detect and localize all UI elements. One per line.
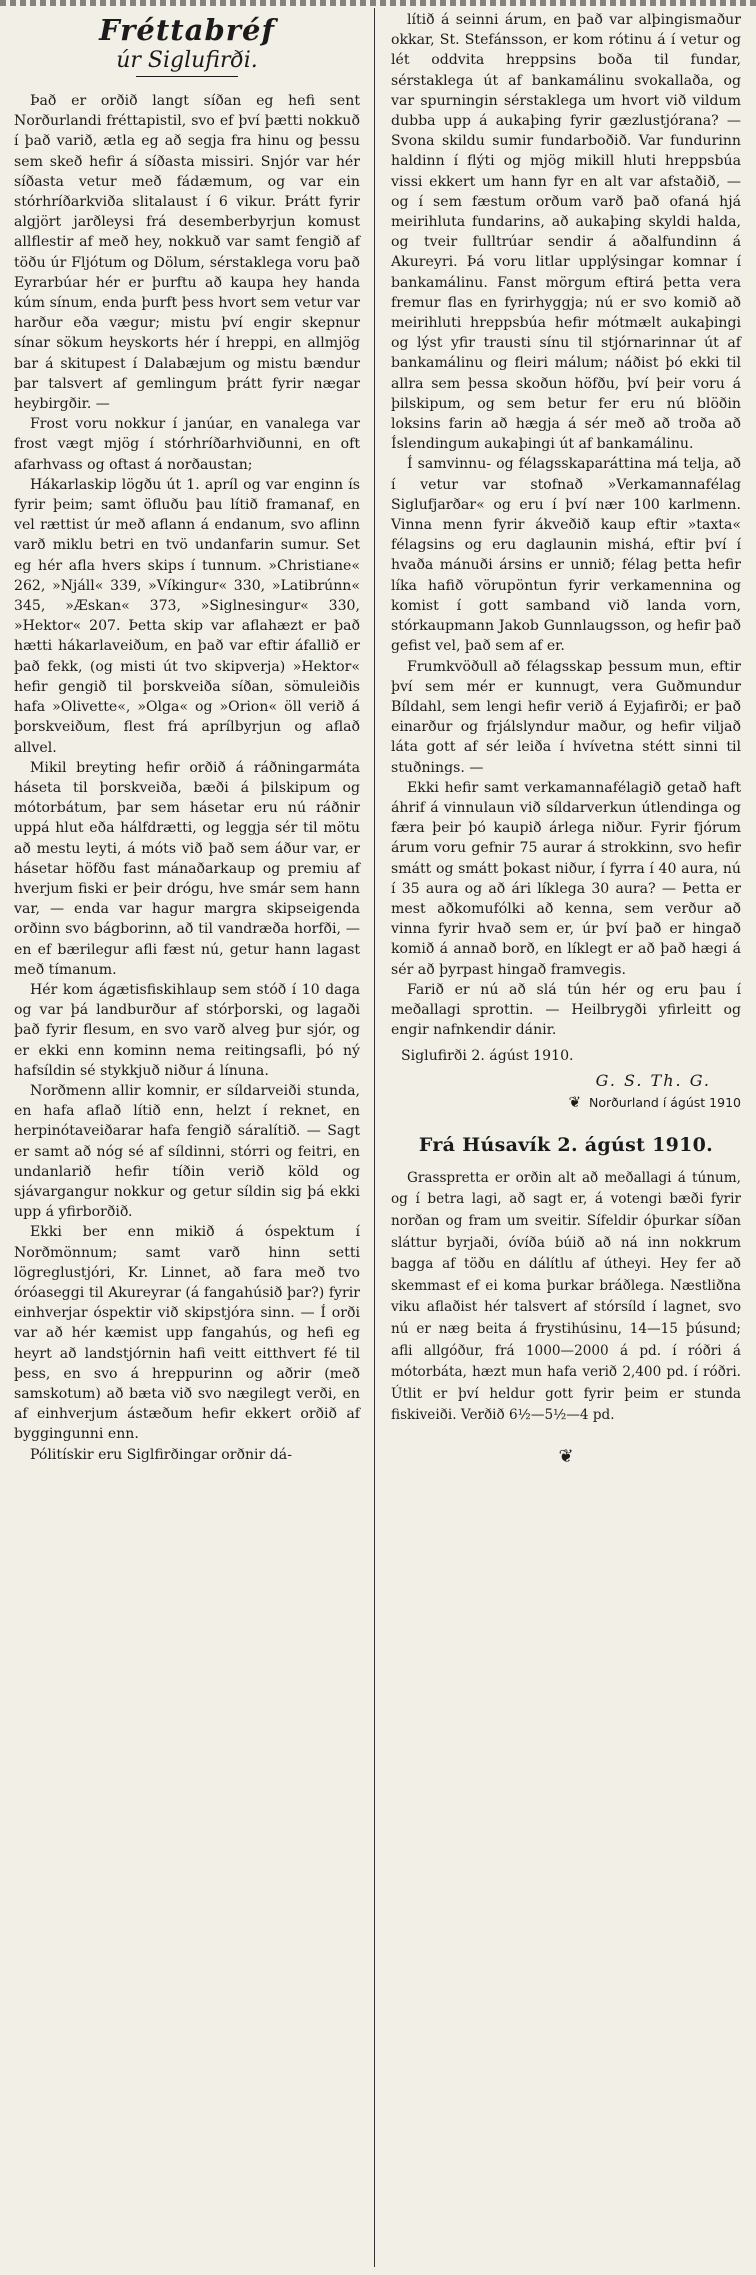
paragraph: Farið er nú að slá tún hér og eru þau í meðallagi sprottin. — Heilbrygði yfirleitt og engir nafnkendir dánir. [391,981,741,1039]
paragraph: Pólitískir eru Siglfirðingar orðnir dá- [30,1446,292,1463]
paragraph: Ekki ber enn mikið á óspektum í Norðmönnum; samt varð hinn setti lögreglustjóri, Kr. Linnet, að fara með tvo óróaseggi til Akureyrar (á fangahúsið þar?) fyrir einhverjar óspektir við skipstjóra sinn. — Í orði var að hér kæmist upp fangahús, og hefi eg heyrt að landstjórnin hafi veitt eitthvert fé til þess, en svo á hreppurinn og aðrir (með samskotum) að bæta við svo nægilegt verði, en af einhverjum ástæðum hefir ekkert orðið af byggingunni enn. [14,1224,360,1443]
paragraph: Frost voru nokkur í janúar, en vanalega var frost vægt mjög í stórhríðarhviðunni, en oft afarhvass og oftast á norðaustan; [14,416,360,473]
top-border [0,0,756,6]
paragraph: Norðmenn allir komnir, er síldarveiði stunda, en hafa aflað lítið enn, helzt í reknet, en herpinótaveiðarar hafa fengið sáralítið. — Sagt er samt að nóg sé af síldinni, stórri og feitri, en undanlarið hefir tíðin verið köld og sjávargangur nokkur og getur síldin sig þá ekki upp á yfirborðið. [14,1082,360,1221]
paragraph: Grasspretta er orðin alt að meðallagi á túnum, og í betra lagi, að sagt er, á votengi bæði fyrir norðan og fram um sveitir. Sífeldir óþurkar síðan sláttur byrjaði, óvíða búið að ná inn nokkrum bagga af töðu en dálítlu af útheyi. Hey fer að skemmast ef ei koma þurkar bráðlega. Næstliðna viku aflaðist hér talsvert af stórsíld í lagnet, svo nú er næg beita á frystihúsinu, 14—15 þúsund; afli allgóður, frá 1000—2000 á pd. í róðri á mótorbáta, hæzt mun hafa verið 2,400 pd. í róðri. Útlit er því heldur gott fyrir þeim er stunda fiskiveiði. Verðið 6½—5½—4 pd. [391,1169,741,1424]
paragraph: Það er orðið langt síðan eg hefi sent Norðurlandi fréttapistil, svo ef því þætti nokkuð í það varið, ætla eg að segja fra hinu og þessu sem skeð hefir á síðasta missiri. Snjór var hér síðasta vetur með fádæmum, og var ein stórhríðarkviða slitalaust í 6 vikur. Þrátt fyrir algjört jarðleysi frá desemberbyrjun komust allflestir af með hey, nokkuð var samt fengið af töðu úr Fljótum og Dölum, sérstaklega voru það Eyrarbúar hér er þurftu að kaupa hey handa kúm sínum, enda þurft þess hvort sem vetur var harður eða vægur; mistu því engir skepnur sínar sökum heyskorts hér í hreppi, en allmjög bar á skitupest í Dalabæjum og mistu bændur þar talsvert af gemlingum þrátt fyrir nægar heybirgðir. — [14,93,360,413]
paragraph: Ekki hefir samt verkamannafélagið getað haft áhrif á vinnulaun við síldarverkun útlendinga og færa þeir þó kaupið árlega niður. Fyrir fjórum árum voru gefnir 75 aurar á strokkinn, svo hefir smátt og smátt þokast niður, í fyrra í 40 aura, nú í 35 aura og að ári líklega 30 aura? — Þetta er mest aðkomufólki að kenna, sem verður að vinna fyrir hvað sem er, úr því það er hingað komið á annað borð, en líklegt er að það hægi á sér að þyrpast hingað framvegis. [391,779,741,978]
paragraph: Hákarlaskip lögðu út 1. apríl og var enginn ís fyrir þeim; samt öfluðu þau lítið framanaf, en vel rættist úr með aflann á endanum, svo aflinn varð miklu betri en tvö undanfarin sumur. Set eg hér afla hvers skips í tunnum. »Christiane« 262, »Njáll« 339, »Víkingur« 330, »Latibrúnn« 345, »Æskan« 373, »Siglnesingur« 330, »Hektor« 207. Þetta skip var aflahæzt er það hætti hákarlaveiðum, en það var eftir áfallið er það fekk, (og misti út tvo skipverja) »Hektor« hefir gengið til þorskveiða síðan, sömuleiðis hafa »Olivette«, »Olga« og »Orion« öll verið á þorskveiðum, flest frá aprílbyrjun og aflað allvel. [14,476,360,756]
section-body [391,1168,741,1427]
paragraph: Mikil breyting hefir orðið á ráðningarmáta háseta til þorskveiða, bæði á þilskipum og mótorbátum, þar sem hásetar eru nú ráðnir uppá hlut eða hálfdrætti, og leggja sér til mötu að mestu leyti, á móts við það sem áður var, er hásetar höfðu fast mánaðarkaup og premiu af hverjum fiski er þeir drógu, hve smár sem hann var, — enda var hagur margra skipseigenda orðinn svo bágborinn, að til vandræða horfði, — en ef bærilegur afli fæst nú, getur hann lagast með tímanum. [14,759,360,978]
dateline: Siglufirði 2. ágúst 1910. [401,1048,574,1065]
section-heading: Frá Húsavík 2. ágúst 1910. [418,1133,714,1156]
source-credit [391,1093,741,1112]
paragraph: Hér kom ágætisfiskihlaup sem stóð í 10 daga og var þá landburður af stórþorski, og lagaði það fyrir flesum, en svo varð alveg þur sjór, og er ekki enn kominn nema reitingsafli, þó ný hafsíldin sé stykkjuð niður á línuna. [14,981,360,1079]
signature: G. S. Th. G. [595,1070,711,1090]
paragraph: Í samvinnu- og félagsskaparáttina má telja, að í vetur var stofnað »Verkamannafélag Siglufjarðar« og eru í því nær 100 karlmenn. Vinna menn fyrir ákveðið kaup eftir »taxta« félagsins og eru daglaunin mishá, eftir því í hvaða mánuði ársins er unnið; félag þetta hefir líka hafið vörupöntun fyrir verkamennina og komist í gott samband við landa vorn, stórkaupmann Jakob Gunnlaugsson, og hefir það gefist vel, það sem af er. [391,456,741,655]
right-column [391,10,741,2267]
fleuron-icon: ❦ [568,1092,582,1111]
column-divider [374,8,375,2267]
article-subtitle: úr Siglufirði. [116,48,258,77]
left-column [14,10,360,2267]
masthead [14,14,360,77]
source-credit-text: Norðurland í ágúst 1910 [589,1094,741,1110]
paragraph: lítið á seinni árum, en það var alþingismaður okkar, St. Stefánsson, er kom rótinu á í vetur og lét oddvita hreppsins boða til fundar, sérstaklega út af bankamálinu svokallaða, og var spurningin sérstaklega um hvort við vildum dubba upp á aukaþing fyrir gæzlustjórana? — Svona skildu sumir fundarboðið. Var fundurinn haldinn í flýti og mjög mikill hluti hreppsbúa vissi ekkert um hann fyr en alt var afstaðið, — og í sem fæstum orðum varð það ofaná hjá meirihluta fundarins, að aukaþing skyldi halda, og tveir fulltrúar sendir á aðalfundinn á Akureyri. Þá voru litlar upplýsingar komnar í bankamálinu. Fanst mörgum eftirá þetta vera fremur flas en fyrirhyggja; nú er svo komið að meirihluti hreppsbúa hefir mótmælt aukaþingi og lýst yfir trausti sínu til stjórnarinnar út af bankamálinu og fleiri málum; náðist þó ekki til allra sem þessa skoðun höfðu, því þeir voru á þilskipum, og sem betur fer eru nú blöðin loksins farin að hægja á sér með að troða að Íslendingum aukaþingi út af bankamálinu. [391,12,741,453]
fleuron-icon: ❦ [558,1445,574,1467]
paragraph: Frumkvöðull að félagsskap þessum mun, eftir því sem mér er kunnugt, vera Guðmundur Bíldahl, sem lengi hefir verið á Eyjafirði; er það einarður og frjálslyndur maður, og hefir viljað láta gott af sér leiða í hvívetna stétt sinni til stuðnings. — [391,658,741,776]
article-title: Fréttabréf [99,13,275,47]
